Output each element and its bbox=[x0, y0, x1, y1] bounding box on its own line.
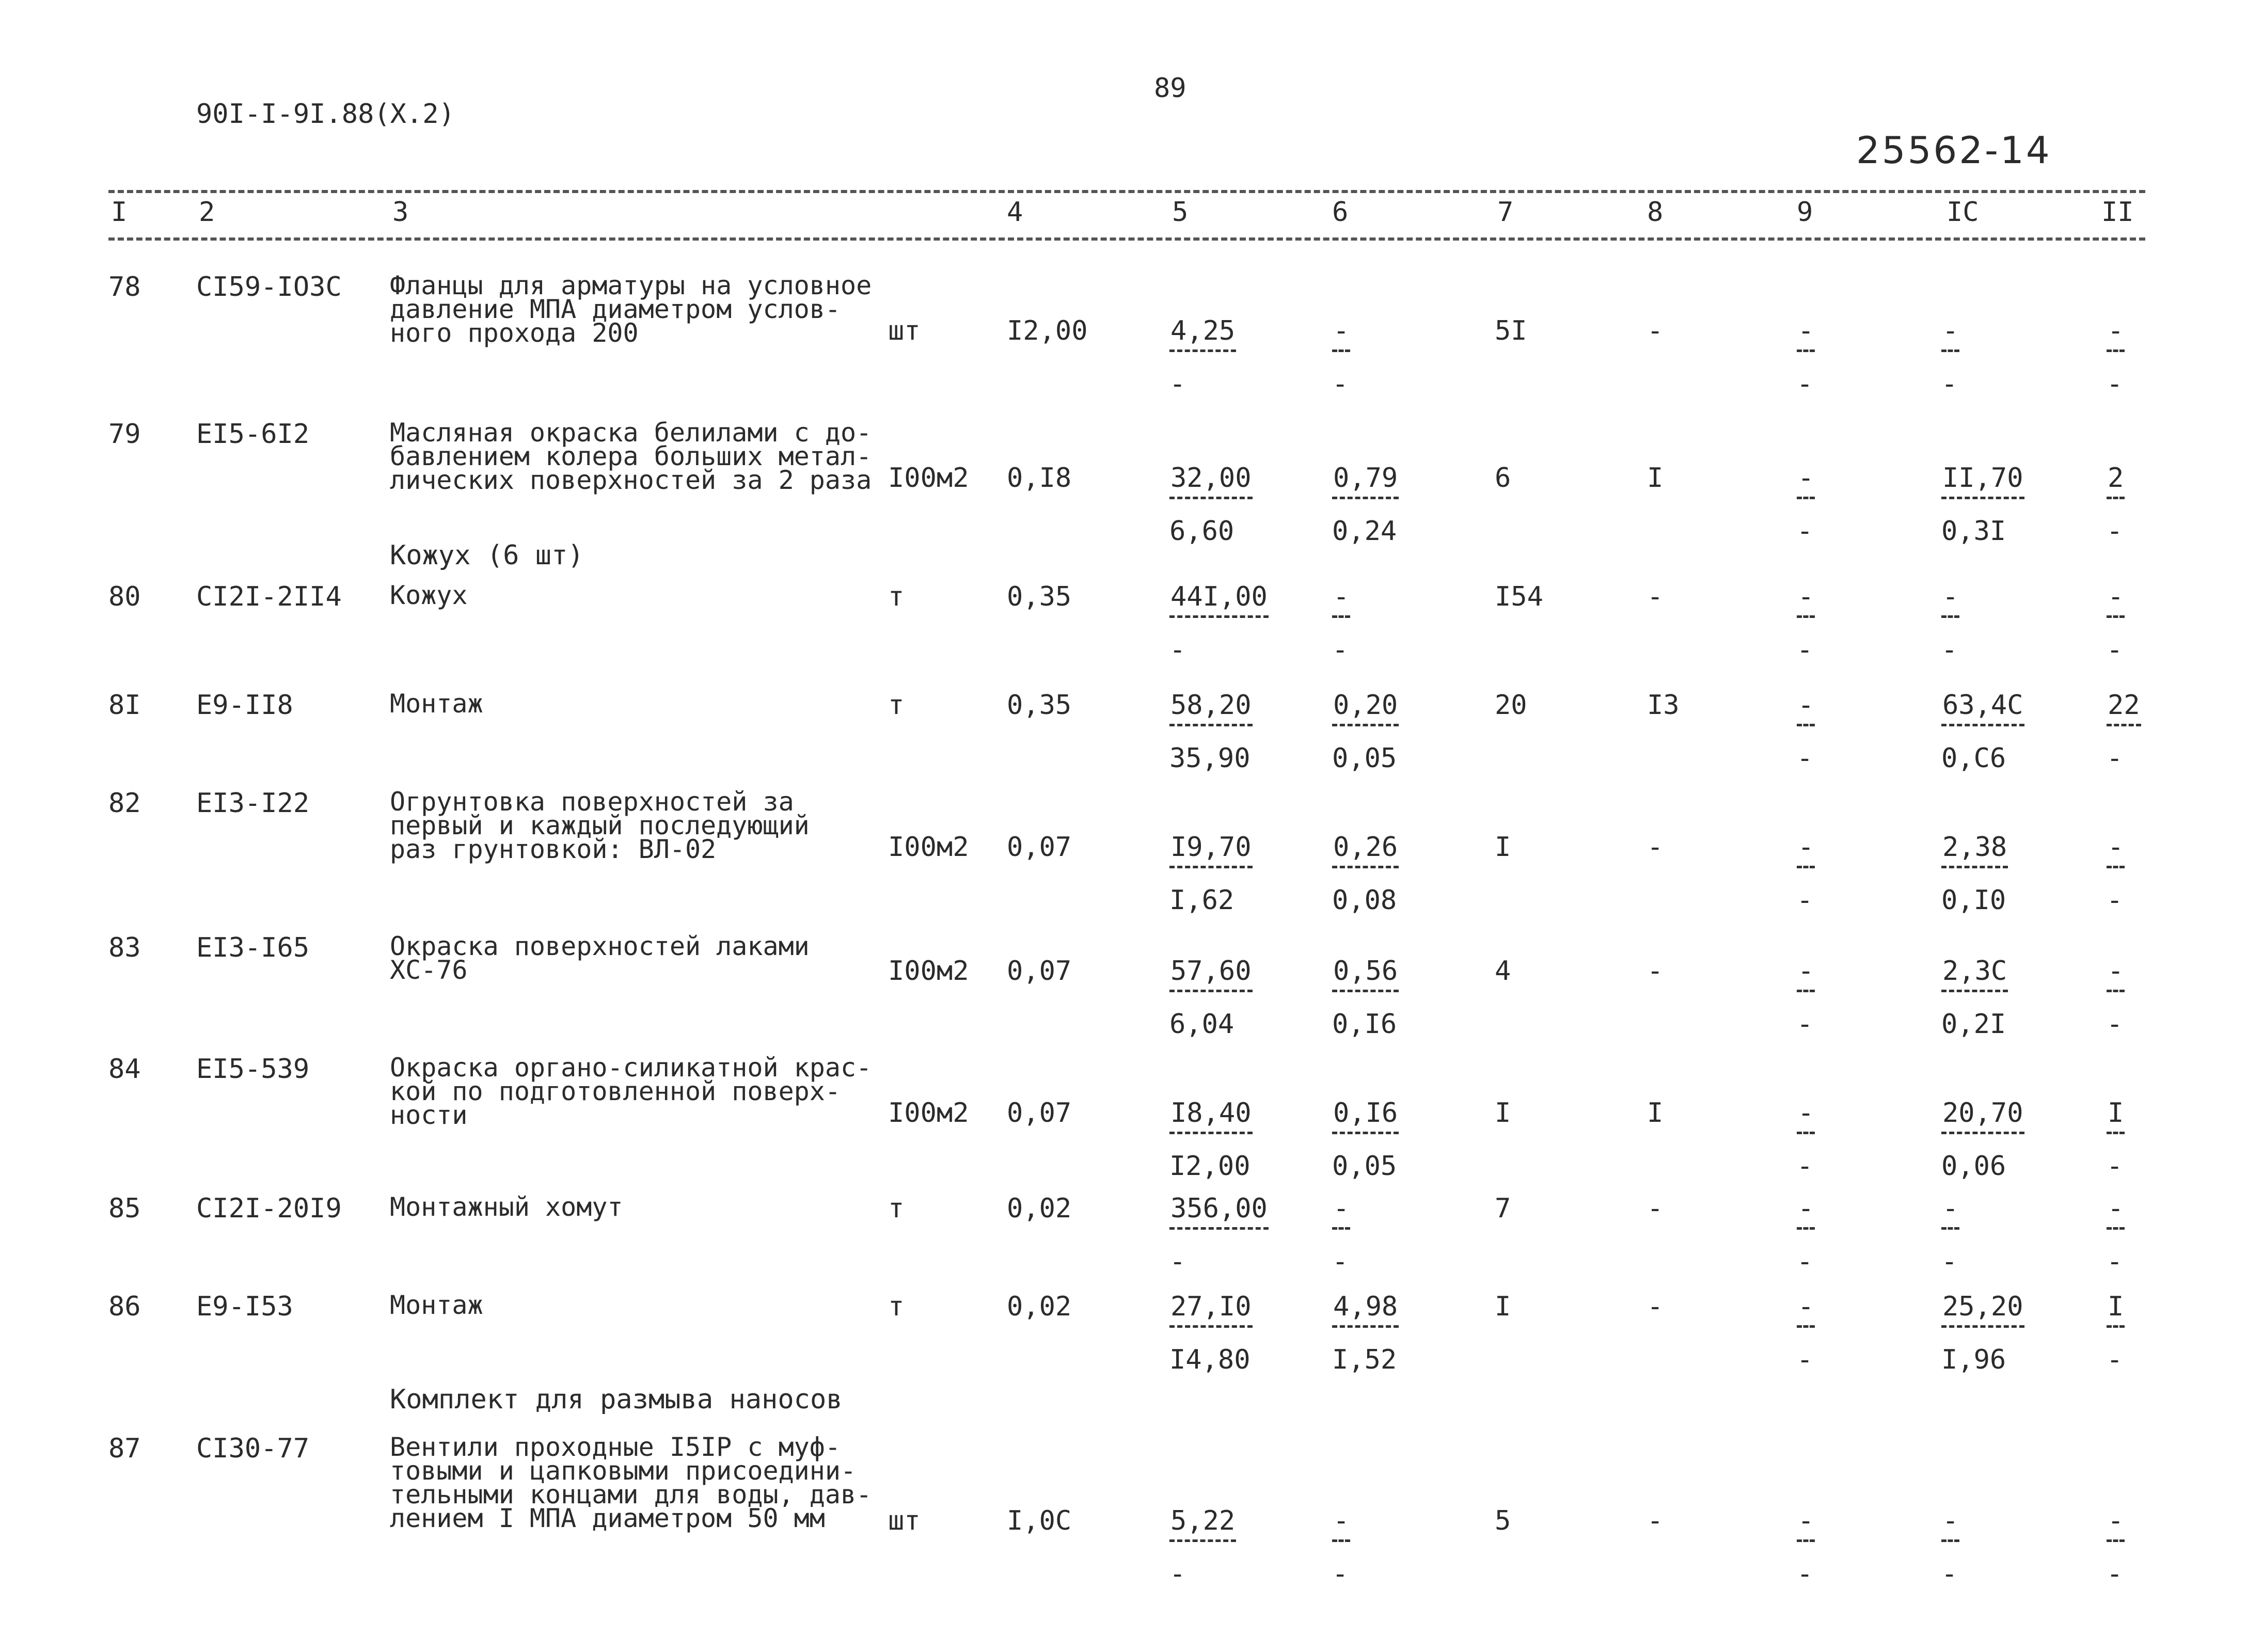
fraction-denominator: - bbox=[1797, 369, 1813, 400]
col-8-value: I3 bbox=[1647, 690, 1680, 721]
fraction-c11 bbox=[2107, 1100, 2125, 1180]
fraction-numerator: - bbox=[1332, 1507, 1350, 1542]
row-number: 79 bbox=[108, 419, 141, 450]
fraction-denominator: I2,00 bbox=[1169, 1151, 1251, 1182]
fraction-c5 bbox=[1169, 1195, 1269, 1275]
fraction-denominator: - bbox=[1797, 1009, 1813, 1040]
work-description: Монтаж bbox=[390, 689, 483, 719]
fraction-c11 bbox=[2107, 692, 2141, 772]
fraction-c6 bbox=[1332, 692, 1399, 772]
col-7-value: 5I bbox=[1495, 315, 1527, 346]
fraction-numerator: 32,00 bbox=[1169, 465, 1253, 499]
fraction-c10 bbox=[1941, 692, 2024, 772]
fraction-c9 bbox=[1797, 1505, 1815, 1590]
fraction-numerator: - bbox=[2107, 583, 2125, 618]
fraction-numerator: 27,I0 bbox=[1169, 1293, 1253, 1328]
fraction-numerator: - bbox=[1332, 1195, 1350, 1230]
col-8-value: I bbox=[1647, 463, 1664, 494]
fraction-c10 bbox=[1941, 1195, 1959, 1275]
column-header-3: 3 bbox=[392, 197, 409, 228]
fraction-denominator: - bbox=[1941, 1559, 1958, 1590]
fraction-numerator: - bbox=[1797, 1100, 1815, 1134]
fraction-denominator: I,96 bbox=[1941, 1344, 2006, 1375]
row-number: 83 bbox=[108, 932, 141, 963]
row-number: 80 bbox=[108, 581, 141, 612]
fraction-numerator: 57,60 bbox=[1169, 958, 1253, 992]
column-header-9: 9 bbox=[1797, 197, 1813, 228]
fraction-c6 bbox=[1332, 1505, 1350, 1590]
fraction-numerator: I bbox=[2107, 1293, 2125, 1328]
fraction-numerator: - bbox=[1941, 583, 1959, 618]
fraction-denominator: - bbox=[1169, 1559, 1186, 1590]
fraction-c5 bbox=[1169, 958, 1253, 1038]
fraction-c9 bbox=[1797, 465, 1815, 545]
fraction-denominator: - bbox=[1797, 1344, 1813, 1375]
fraction-numerator: - bbox=[1941, 1507, 1959, 1542]
fraction-numerator: - bbox=[1332, 583, 1350, 618]
col-7-value: I bbox=[1495, 1098, 1511, 1129]
unit: шт bbox=[888, 315, 921, 346]
fraction-denominator: - bbox=[2107, 1344, 2123, 1375]
fraction-denominator: 0,I6 bbox=[1332, 1009, 1397, 1040]
unit: т bbox=[888, 581, 905, 612]
fraction-numerator: 0,I6 bbox=[1332, 1100, 1399, 1134]
fraction-numerator: - bbox=[2107, 1195, 2125, 1230]
fraction-c5 bbox=[1169, 583, 1269, 663]
fraction-c9 bbox=[1797, 834, 1815, 914]
fraction-denominator: 0,06 bbox=[1941, 1151, 2006, 1182]
fraction-numerator: - bbox=[1797, 1293, 1815, 1328]
col-8-value: - bbox=[1647, 956, 1664, 987]
fraction-c5 bbox=[1169, 1293, 1253, 1373]
fraction-numerator: 44I,00 bbox=[1169, 583, 1269, 618]
fraction-denominator: - bbox=[1797, 516, 1813, 547]
col-7-value: I54 bbox=[1495, 581, 1543, 612]
fraction-denominator: - bbox=[1169, 1246, 1186, 1277]
column-header-6: 6 bbox=[1332, 197, 1349, 228]
column-header-8: 8 bbox=[1647, 197, 1664, 228]
quantity: 0,35 bbox=[1007, 581, 1072, 612]
fraction-c11 bbox=[2107, 583, 2125, 663]
column-header-10: IC bbox=[1947, 197, 1979, 228]
column-header-2: 2 bbox=[199, 197, 215, 228]
quantity: 0,07 bbox=[1007, 956, 1072, 987]
fraction-numerator: 0,56 bbox=[1332, 958, 1399, 992]
fraction-c5 bbox=[1169, 317, 1236, 398]
work-description: Масляная окраска белилами с до- бавлением колера больших метал- лических поверхностей за 2 раза bbox=[390, 418, 872, 495]
fraction-numerator: 63,4C bbox=[1941, 692, 2024, 726]
fraction-c9 bbox=[1797, 583, 1815, 663]
fraction-numerator: 2 bbox=[2107, 465, 2125, 499]
fraction-numerator: - bbox=[2107, 317, 2125, 352]
work-description: Кожух bbox=[390, 580, 468, 610]
fraction-c10 bbox=[1941, 583, 1959, 663]
fraction-c6 bbox=[1332, 317, 1350, 398]
fraction-c11 bbox=[2107, 834, 2125, 914]
fraction-c9 bbox=[1797, 1195, 1815, 1275]
quantity: 0,07 bbox=[1007, 832, 1072, 863]
fraction-numerator: - bbox=[1797, 1507, 1815, 1542]
column-header-7: 7 bbox=[1497, 197, 1514, 228]
column-header-4: 4 bbox=[1007, 197, 1023, 228]
fraction-numerator: - bbox=[2107, 1507, 2125, 1542]
fraction-denominator: - bbox=[2107, 1559, 2123, 1590]
col-8-value: - bbox=[1647, 1505, 1664, 1536]
row-number: 84 bbox=[108, 1054, 141, 1085]
fraction-numerator: - bbox=[2107, 958, 2125, 992]
fraction-denominator: I,62 bbox=[1169, 885, 1235, 916]
rate-code: CI2I-2II4 bbox=[196, 581, 342, 612]
work-description: Монтажный хомут bbox=[390, 1192, 623, 1222]
fraction-numerator: - bbox=[1797, 692, 1815, 726]
unit: I00м2 bbox=[888, 832, 969, 863]
unit: I00м2 bbox=[888, 463, 969, 494]
fraction-numerator: - bbox=[1797, 834, 1815, 868]
column-header-5: 5 bbox=[1172, 197, 1189, 228]
fraction-denominator: - bbox=[1332, 369, 1349, 400]
fraction-numerator: - bbox=[1941, 1195, 1959, 1230]
fraction-denominator: 0,05 bbox=[1332, 743, 1397, 774]
col-8-value: - bbox=[1647, 1291, 1664, 1322]
fraction-c10 bbox=[1941, 834, 2008, 914]
rate-code: E9-I53 bbox=[196, 1291, 293, 1322]
fraction-c5 bbox=[1169, 692, 1253, 772]
fraction-c11 bbox=[2107, 317, 2125, 398]
fraction-c9 bbox=[1797, 1100, 1815, 1180]
fraction-numerator: - bbox=[2107, 834, 2125, 868]
quantity: 0,02 bbox=[1007, 1291, 1072, 1322]
fraction-denominator: - bbox=[2107, 516, 2123, 547]
rate-code: CI30-77 bbox=[196, 1433, 310, 1464]
rate-code: EI3-I22 bbox=[196, 788, 310, 819]
col-8-value: I bbox=[1647, 1098, 1664, 1129]
fraction-denominator: - bbox=[2107, 885, 2123, 916]
fraction-c11 bbox=[2107, 1293, 2125, 1373]
fraction-numerator: 25,20 bbox=[1941, 1293, 2024, 1328]
fraction-denominator: - bbox=[1797, 1151, 1813, 1182]
fraction-denominator: 6,04 bbox=[1169, 1009, 1235, 1040]
rate-code: EI3-I65 bbox=[196, 932, 310, 963]
fraction-c11 bbox=[2107, 1505, 2125, 1590]
row-number: 87 bbox=[108, 1433, 141, 1464]
col-7-value: 20 bbox=[1495, 690, 1527, 721]
fraction-denominator: I4,80 bbox=[1169, 1344, 1251, 1375]
fraction-numerator: 58,20 bbox=[1169, 692, 1253, 726]
col-8-value: - bbox=[1647, 315, 1664, 346]
quantity: I2,00 bbox=[1007, 315, 1088, 346]
fraction-c10 bbox=[1941, 1100, 2024, 1180]
work-description: Огрунтовка поверхностей за первый и каждый последующий раз грунтовкой: ВЛ-02 bbox=[390, 787, 810, 864]
fraction-c6 bbox=[1332, 834, 1399, 914]
work-description: Окраска поверхностей лаками ХС-76 bbox=[390, 931, 810, 985]
fraction-denominator: 0,2I bbox=[1941, 1009, 2006, 1040]
fraction-denominator: - bbox=[2107, 1151, 2123, 1182]
fraction-c11 bbox=[2107, 1195, 2125, 1275]
fraction-numerator: 22 bbox=[2107, 692, 2141, 726]
header-bottom-rule bbox=[108, 237, 2145, 241]
fraction-denominator: 0,I0 bbox=[1941, 885, 2006, 916]
rate-code: E9-II8 bbox=[196, 690, 293, 721]
fraction-denominator: - bbox=[1797, 743, 1813, 774]
column-header-11: II bbox=[2101, 197, 2134, 228]
fraction-numerator: I8,40 bbox=[1169, 1100, 1253, 1134]
quantity: I,0C bbox=[1007, 1505, 1072, 1536]
rate-code: CI2I-20I9 bbox=[196, 1193, 342, 1224]
fraction-denominator: - bbox=[1332, 1559, 1349, 1590]
col-8-value: - bbox=[1647, 1193, 1664, 1224]
fraction-c6 bbox=[1332, 958, 1399, 1038]
col-7-value: I bbox=[1495, 1291, 1511, 1322]
fraction-denominator: 0,C6 bbox=[1941, 743, 2006, 774]
fraction-denominator: 6,60 bbox=[1169, 516, 1235, 547]
fraction-c10 bbox=[1941, 1293, 2024, 1373]
fraction-denominator: - bbox=[1332, 634, 1349, 665]
fraction-denominator: 0,05 bbox=[1332, 1151, 1397, 1182]
fraction-numerator: - bbox=[1797, 317, 1815, 352]
fraction-numerator: - bbox=[1941, 317, 1959, 352]
rate-code: EI5-6I2 bbox=[196, 419, 310, 450]
fraction-denominator: - bbox=[2107, 634, 2123, 665]
row-number: 78 bbox=[108, 272, 141, 303]
fraction-denominator: - bbox=[1797, 1246, 1813, 1277]
fraction-c6 bbox=[1332, 1100, 1399, 1180]
rate-code: CI59-IO3C bbox=[196, 272, 342, 303]
fraction-c9 bbox=[1797, 958, 1815, 1038]
row-number: 86 bbox=[108, 1291, 141, 1322]
fraction-numerator: 5,22 bbox=[1169, 1507, 1236, 1542]
fraction-c6 bbox=[1332, 1195, 1350, 1275]
fraction-numerator: 2,3C bbox=[1941, 958, 2008, 992]
fraction-denominator: - bbox=[1941, 1246, 1958, 1277]
section-note: Кожух (6 шт) bbox=[390, 540, 584, 571]
section-note: Комплект для размыва наносов bbox=[390, 1384, 843, 1415]
unit: I00м2 bbox=[888, 956, 969, 987]
column-header-1: I bbox=[111, 197, 128, 228]
col-8-value: - bbox=[1647, 581, 1664, 612]
quantity: 0,35 bbox=[1007, 690, 1072, 721]
fraction-denominator: I,52 bbox=[1332, 1344, 1397, 1375]
col-8-value: - bbox=[1647, 832, 1664, 863]
fraction-numerator: 0,26 bbox=[1332, 834, 1399, 868]
col-7-value: 6 bbox=[1495, 463, 1511, 494]
fraction-c5 bbox=[1169, 1505, 1236, 1590]
unit: т bbox=[888, 1291, 905, 1322]
unit: шт bbox=[888, 1505, 921, 1536]
unit: т bbox=[888, 690, 905, 721]
fraction-denominator: 0,3I bbox=[1941, 516, 2006, 547]
fraction-c9 bbox=[1797, 692, 1815, 772]
fraction-denominator: - bbox=[2107, 743, 2123, 774]
fraction-c10 bbox=[1941, 958, 2008, 1038]
work-description: Фланцы для арматуры на условное давление МПА диаметром услов- ного прохода 200 bbox=[390, 271, 872, 348]
fraction-c5 bbox=[1169, 465, 1253, 545]
fraction-numerator: - bbox=[1797, 1195, 1815, 1230]
fraction-denominator: - bbox=[1941, 369, 1958, 400]
fraction-c6 bbox=[1332, 465, 1399, 545]
work-description: Окраска органо-силикатной крас- кой по подготовленной поверх- ности bbox=[390, 1053, 872, 1130]
fraction-numerator: - bbox=[1797, 465, 1815, 499]
fraction-numerator: I9,70 bbox=[1169, 834, 1253, 868]
fraction-denominator: - bbox=[1332, 1246, 1349, 1277]
fraction-numerator: 4,98 bbox=[1332, 1293, 1399, 1328]
fraction-c6 bbox=[1332, 583, 1350, 663]
fraction-c10 bbox=[1941, 465, 2024, 545]
fraction-denominator: - bbox=[1797, 1559, 1813, 1590]
fraction-denominator: - bbox=[2107, 1246, 2123, 1277]
fraction-numerator: 2,38 bbox=[1941, 834, 2008, 868]
work-description: Вентили проходные I5IР с муф- товыми и цапковыми присоедини- тельными концами для воды, дав- лением I МПА диаметром 50 мм bbox=[390, 1432, 872, 1533]
fraction-numerator: 0,79 bbox=[1332, 465, 1399, 499]
quantity: 0,02 bbox=[1007, 1193, 1072, 1224]
fraction-denominator: - bbox=[1797, 634, 1813, 665]
rate-code: EI5-539 bbox=[196, 1054, 310, 1085]
fraction-numerator: - bbox=[1797, 583, 1815, 618]
fraction-c5 bbox=[1169, 834, 1253, 914]
quantity: 0,I8 bbox=[1007, 463, 1072, 494]
col-7-value: 7 bbox=[1495, 1193, 1511, 1224]
header-top-rule bbox=[108, 190, 2145, 193]
unit: т bbox=[888, 1193, 905, 1224]
fraction-numerator: II,70 bbox=[1941, 465, 2024, 499]
fraction-numerator: 356,00 bbox=[1169, 1195, 1269, 1230]
col-7-value: 4 bbox=[1495, 956, 1511, 987]
col-7-value: I bbox=[1495, 832, 1511, 863]
fraction-c9 bbox=[1797, 317, 1815, 398]
work-description: Монтаж bbox=[390, 1290, 483, 1320]
quantity: 0,07 bbox=[1007, 1098, 1072, 1129]
fraction-numerator: 0,20 bbox=[1332, 692, 1399, 726]
row-number: 85 bbox=[108, 1193, 141, 1224]
fraction-numerator: - bbox=[1797, 958, 1815, 992]
fraction-numerator: - bbox=[1332, 317, 1350, 352]
fraction-denominator: - bbox=[1169, 369, 1186, 400]
stamp-number: 25562-14 bbox=[1856, 129, 2052, 172]
fraction-numerator: I bbox=[2107, 1100, 2125, 1134]
fraction-c10 bbox=[1941, 317, 1959, 398]
col-7-value: 5 bbox=[1495, 1505, 1511, 1536]
row-number: 8I bbox=[108, 690, 141, 721]
fraction-denominator: - bbox=[2107, 369, 2123, 400]
fraction-denominator: - bbox=[1169, 634, 1186, 665]
document-code: 90I-I-9I.88(Х.2) bbox=[196, 99, 455, 130]
fraction-numerator: 4,25 bbox=[1169, 317, 1236, 352]
fraction-c11 bbox=[2107, 958, 2125, 1038]
fraction-denominator: - bbox=[1941, 634, 1958, 665]
fraction-c11 bbox=[2107, 465, 2125, 545]
fraction-c5 bbox=[1169, 1100, 1253, 1180]
fraction-denominator: 0,24 bbox=[1332, 516, 1397, 547]
fraction-denominator: 35,90 bbox=[1169, 743, 1251, 774]
fraction-numerator: 20,70 bbox=[1941, 1100, 2024, 1134]
fraction-c6 bbox=[1332, 1293, 1399, 1373]
fraction-denominator: 0,08 bbox=[1332, 885, 1397, 916]
unit: I00м2 bbox=[888, 1098, 969, 1129]
page-number: 89 bbox=[1154, 73, 1186, 104]
fraction-c10 bbox=[1941, 1505, 1959, 1590]
fraction-denominator: - bbox=[1797, 885, 1813, 916]
fraction-denominator: - bbox=[2107, 1009, 2123, 1040]
row-number: 82 bbox=[108, 788, 141, 819]
fraction-c9 bbox=[1797, 1293, 1815, 1373]
